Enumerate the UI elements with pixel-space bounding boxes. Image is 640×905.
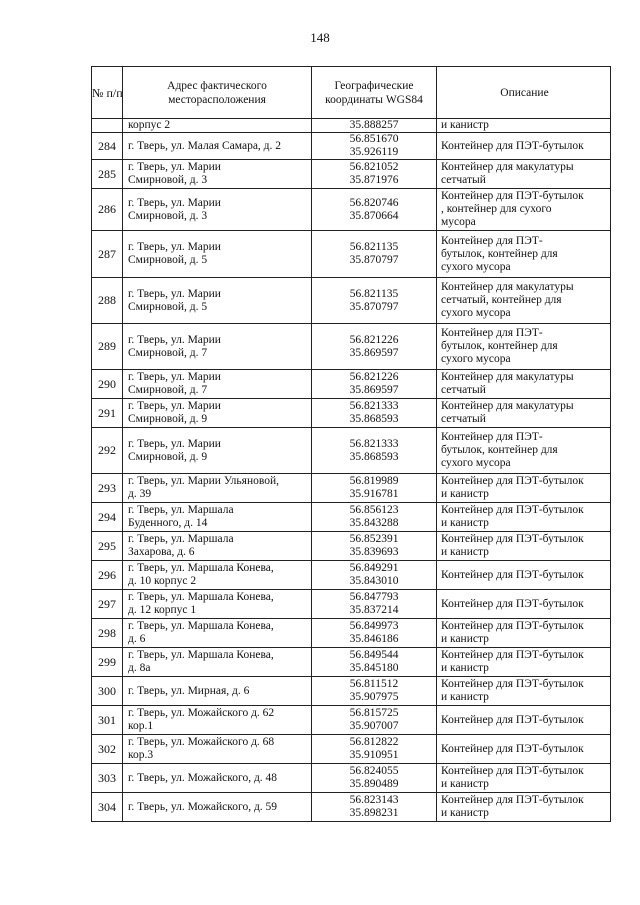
table-row [92, 561, 611, 590]
table-row [92, 764, 611, 793]
address-line: кор.1 [128, 720, 154, 732]
row-number-cell [92, 561, 123, 590]
latitude: 56.811512 [349, 678, 399, 690]
description-cell [437, 590, 611, 619]
address-line: г. Тверь, ул. Мирная, д. 6 [128, 684, 250, 697]
row-number: 285 [98, 166, 116, 181]
address-line: г. Тверь, ул. Можайского д. 62 [128, 707, 275, 719]
description-line: сетчатый [441, 413, 486, 425]
description-cell [437, 278, 611, 324]
description-line: бутылок, контейнер для [441, 340, 558, 352]
header-address-label: Адрес фактического месторасположения [167, 79, 267, 106]
latitude: 56.823143 [349, 794, 399, 806]
row-number-cell [92, 793, 123, 822]
latitude: 56.852391 [349, 533, 399, 545]
latitude: 56.856123 [349, 504, 399, 516]
description-cell [437, 648, 611, 677]
description-line: сухого мусора [441, 307, 511, 319]
address-line: г. Тверь, ул. Марии [128, 161, 221, 173]
address-line: Захарова, д. 6 [128, 546, 195, 558]
address-cell [123, 706, 312, 735]
table-row [92, 231, 611, 278]
coordinates-cell [312, 160, 437, 189]
latitude: 56.849544 [349, 649, 399, 661]
address-line: г. Тверь, ул. Маршала [128, 533, 234, 545]
description-line: Контейнер для ПЭТ-бутылок [441, 504, 584, 516]
longitude: 35.868593 [349, 413, 399, 425]
description-line: и канистр [441, 691, 489, 703]
description-line: сетчатый [441, 384, 486, 396]
address-line: Буденного, д. 14 [128, 517, 208, 529]
latitude: 56.815725 [349, 707, 399, 719]
description-cell [437, 735, 611, 764]
table-row [92, 428, 611, 474]
table-row [92, 399, 611, 428]
description-line: , контейнер для сухого [441, 203, 552, 215]
longitude: 35.890489 [349, 778, 399, 790]
longitude: 35.868593 [349, 450, 399, 463]
longitude: 35.869597 [349, 346, 399, 359]
coordinates-cell [312, 532, 437, 561]
description-cell [437, 561, 611, 590]
row-number-cell [92, 706, 123, 735]
row-number-cell [92, 231, 123, 278]
address-cell [123, 648, 312, 677]
table-body [92, 119, 611, 822]
description-line: Контейнер для ПЭТ- [441, 327, 543, 339]
address-line: г. Тверь, ул. Малая Самара, д. 2 [128, 139, 282, 152]
table-row [92, 278, 611, 324]
coordinates-cell [312, 648, 437, 677]
row-number: 298 [98, 625, 116, 640]
address-line: г. Тверь, ул. Марии [128, 241, 221, 253]
row-number-cell [92, 677, 123, 706]
address-cell [123, 503, 312, 532]
address-line: Смирновой, д. 5 [128, 300, 208, 313]
table-row [92, 706, 611, 735]
row-number-cell [92, 590, 123, 619]
longitude: 35.916781 [349, 488, 399, 500]
description-cell [437, 370, 611, 399]
row-number: 290 [98, 376, 116, 391]
description-line: сухого мусора [441, 260, 511, 273]
description-line: и канистр [441, 807, 489, 819]
address-cell [123, 370, 312, 399]
row-number: 304 [98, 799, 116, 814]
description-cell [437, 793, 611, 822]
coordinates-cell [312, 793, 437, 822]
address-cell [123, 619, 312, 648]
address-line: г. Тверь, ул. Маршала [128, 504, 234, 516]
description-line: и канистр [441, 778, 489, 790]
coordinates-cell [312, 474, 437, 503]
longitude: 35.926119 [349, 146, 399, 158]
address-cell [123, 119, 312, 133]
longitude: 35.888257 [349, 119, 399, 131]
coordinates-cell [312, 278, 437, 324]
address-cell [123, 677, 312, 706]
description-line: и канистр [441, 546, 489, 558]
address-line: г. Тверь, ул. Марии [128, 287, 221, 300]
latitude: 56.849973 [349, 620, 399, 632]
row-number-cell [92, 532, 123, 561]
row-number-cell [92, 399, 123, 428]
table-row [92, 793, 611, 822]
longitude: 35.870664 [349, 209, 399, 222]
header-description [437, 67, 611, 119]
latitude: 56.849291 [349, 562, 399, 574]
address-cell [123, 793, 312, 822]
longitude: 35.837214 [349, 604, 399, 616]
row-number-cell [92, 474, 123, 503]
coordinates-cell [312, 764, 437, 793]
latitude: 56.821135 [349, 287, 399, 300]
table-header-row [92, 67, 611, 119]
description-line: и канистр [441, 662, 489, 674]
description-line: бутылок, контейнер для [441, 444, 558, 456]
address-line: г. Тверь, ул. Марии [128, 400, 221, 412]
coordinates-cell [312, 503, 437, 532]
row-number: 293 [98, 480, 116, 495]
address-line: д. 12 корпус 1 [128, 604, 197, 616]
latitude: 56.821052 [349, 161, 399, 173]
address-line: Смирновой, д. 7 [128, 346, 208, 359]
description-line: Контейнер для ПЭТ-бутылок [441, 533, 584, 545]
latitude: 56.821135 [349, 241, 399, 253]
row-number-cell [92, 278, 123, 324]
longitude: 35.907007 [349, 720, 399, 732]
description-line: и канистр [441, 517, 489, 529]
coordinates-cell [312, 619, 437, 648]
description-line: Контейнер для ПЭТ- [441, 431, 543, 443]
longitude: 35.898231 [349, 807, 399, 819]
description-line: Контейнер для ПЭТ-бутылок [441, 568, 584, 581]
row-number-cell [92, 160, 123, 189]
coordinates-cell [312, 735, 437, 764]
row-number: 287 [98, 246, 116, 261]
address-line: г. Тверь, ул. Марии Ульяновой, [128, 475, 279, 487]
table-row [92, 590, 611, 619]
table-row [92, 119, 611, 133]
description-line: Контейнер для ПЭТ-бутылок [441, 794, 584, 806]
address-line: Смирновой, д. 3 [128, 209, 208, 222]
address-cell [123, 764, 312, 793]
longitude: 35.870797 [349, 300, 399, 313]
address-line: г. Тверь, ул. Можайского, д. 48 [128, 771, 278, 784]
coordinates-cell [312, 677, 437, 706]
latitude: 56.821226 [349, 371, 399, 383]
description-line: Контейнер для макулатуры [441, 371, 574, 383]
address-line: г. Тверь, ул. Можайского д. 68 [128, 736, 275, 748]
coordinates-cell [312, 189, 437, 231]
description-line: Контейнер для макулатуры [441, 400, 574, 412]
coordinates-cell [312, 370, 437, 399]
address-line: г. Тверь, ул. Маршала Конева, [128, 591, 274, 603]
description-line: Контейнер для ПЭТ-бутылок [441, 620, 584, 632]
table-row [92, 133, 611, 160]
table-row [92, 619, 611, 648]
coordinates-cell [312, 119, 437, 133]
coordinates-cell [312, 428, 437, 474]
description-line: сухого мусора [441, 353, 511, 365]
description-line: сетчатый, контейнер для [441, 294, 562, 306]
description-line: Контейнер для ПЭТ-бутылок [441, 597, 584, 610]
table-row [92, 370, 611, 399]
row-number-cell [92, 370, 123, 399]
table-row [92, 160, 611, 189]
address-line: г. Тверь, ул. Можайского, д. 59 [128, 800, 278, 813]
row-number-cell [92, 648, 123, 677]
page-number: 148 [310, 30, 330, 45]
address-line: д. 10 корпус 2 [128, 575, 197, 587]
table-row [92, 648, 611, 677]
address-cell [123, 399, 312, 428]
header-num [92, 67, 123, 119]
address-cell [123, 278, 312, 324]
row-number: 294 [98, 509, 116, 524]
row-number: 302 [98, 741, 116, 756]
address-line: Смирновой, д. 7 [128, 384, 208, 396]
address-line: г. Тверь, ул. Марии [128, 437, 221, 450]
latitude: 56.851670 [349, 133, 399, 145]
description-cell [437, 677, 611, 706]
longitude: 35.843010 [349, 575, 399, 587]
header-address [123, 67, 312, 119]
address-cell [123, 474, 312, 503]
row-number: 286 [98, 202, 116, 216]
longitude: 35.869597 [349, 384, 399, 396]
description-cell [437, 428, 611, 474]
address-line: корпус 2 [128, 119, 171, 131]
address-line: Смирновой, д. 5 [128, 254, 208, 266]
description-line: Контейнер для ПЭТ-бутылок [441, 678, 584, 690]
address-line: Смирновой, д. 9 [128, 413, 208, 425]
description-line: Контейнер для ПЭТ-бутылок [441, 475, 584, 487]
latitude: 56.820746 [349, 196, 399, 209]
row-number: 299 [98, 654, 116, 669]
address-cell [123, 590, 312, 619]
address-line: г. Тверь, ул. Маршала Конева, [128, 649, 274, 661]
address-line: г. Тверь, ул. Маршала Конева, [128, 562, 274, 574]
longitude: 35.870797 [349, 254, 399, 266]
address-line: г. Тверь, ул. Марии [128, 371, 221, 383]
table-row [92, 324, 611, 370]
description-line: и канистр [441, 633, 489, 645]
table-row [92, 503, 611, 532]
latitude: 56.824055 [349, 765, 399, 777]
address-cell [123, 561, 312, 590]
address-line: г. Тверь, ул. Марии [128, 196, 221, 209]
coordinates-cell [312, 399, 437, 428]
address-cell [123, 189, 312, 231]
header-description-label: Описание [500, 86, 549, 99]
coordinates-cell [312, 133, 437, 160]
description-line: Контейнер для ПЭТ-бутылок [441, 139, 584, 152]
latitude: 56.819989 [349, 475, 399, 487]
row-number-cell [92, 735, 123, 764]
row-number: 296 [98, 567, 116, 582]
description-line: Контейнер для ПЭТ- [441, 234, 543, 247]
longitude: 35.910951 [349, 749, 399, 761]
coordinates-cell [312, 590, 437, 619]
row-number: 292 [98, 443, 116, 457]
latitude: 56.812822 [349, 736, 399, 748]
row-number: 295 [98, 538, 116, 553]
address-cell [123, 532, 312, 561]
longitude: 35.845180 [349, 662, 399, 674]
row-number: 289 [98, 339, 116, 353]
longitude: 35.871976 [349, 174, 399, 186]
row-number: 288 [98, 293, 116, 307]
address-cell [123, 133, 312, 160]
description-cell [437, 706, 611, 735]
description-cell [437, 324, 611, 370]
coordinates-cell [312, 706, 437, 735]
row-number-cell [92, 428, 123, 474]
header-coords-label: Географические координаты WGS84 [325, 79, 423, 106]
row-number: 291 [98, 405, 116, 420]
row-number-cell [92, 189, 123, 231]
table-row [92, 735, 611, 764]
row-number-cell [92, 119, 123, 133]
description-line: Контейнер для макулатуры [441, 161, 574, 173]
container-table [91, 66, 611, 822]
row-number-cell [92, 764, 123, 793]
description-cell [437, 532, 611, 561]
address-cell [123, 160, 312, 189]
description-line: мусора [441, 216, 476, 228]
latitude: 56.821333 [349, 437, 399, 450]
description-cell [437, 474, 611, 503]
row-number: 303 [98, 770, 116, 785]
address-line: д. 6 [128, 633, 146, 645]
description-cell [437, 503, 611, 532]
table-row [92, 532, 611, 561]
description-cell [437, 189, 611, 231]
longitude: 35.846186 [349, 633, 399, 645]
coordinates-cell [312, 231, 437, 278]
row-number: 284 [98, 138, 116, 153]
description-cell [437, 399, 611, 428]
description-line: и канистр [441, 119, 489, 131]
description-line: Контейнер для макулатуры [441, 281, 574, 293]
row-number-cell [92, 133, 123, 160]
description-line: сетчатый [441, 174, 486, 186]
description-line: Контейнер для ПЭТ-бутылок [441, 742, 584, 755]
description-line: Контейнер для ПЭТ-бутылок [441, 649, 584, 661]
address-line: кор.3 [128, 749, 154, 761]
row-number: 300 [98, 683, 116, 698]
address-line: г. Тверь, ул. Марии [128, 333, 221, 346]
longitude: 35.843288 [349, 517, 399, 529]
longitude: 35.839693 [349, 546, 399, 558]
row-number-cell [92, 619, 123, 648]
description-cell [437, 231, 611, 278]
coordinates-cell [312, 324, 437, 370]
address-cell [123, 735, 312, 764]
latitude: 56.821226 [349, 333, 399, 346]
table-row [92, 189, 611, 231]
description-cell [437, 160, 611, 189]
address-cell [123, 324, 312, 370]
description-cell [437, 619, 611, 648]
address-line: Смирновой, д. 3 [128, 174, 208, 186]
latitude: 56.847793 [349, 591, 399, 603]
description-line: сухого мусора [441, 457, 511, 469]
row-number-cell [92, 324, 123, 370]
description-line: Контейнер для ПЭТ-бутылок [441, 190, 584, 202]
description-line: Контейнер для ПЭТ-бутылок [441, 713, 584, 726]
description-line: и канистр [441, 488, 489, 500]
row-number: 297 [98, 596, 116, 611]
longitude: 35.907975 [349, 691, 399, 703]
address-line: г. Тверь, ул. Маршала Конева, [128, 620, 274, 632]
description-cell [437, 119, 611, 133]
description-line: бутылок, контейнер для [441, 247, 558, 260]
table-row [92, 474, 611, 503]
address-line: д. 39 [128, 488, 152, 500]
header-coords [312, 67, 437, 119]
address-cell [123, 428, 312, 474]
coordinates-cell [312, 561, 437, 590]
row-number: 301 [98, 712, 116, 727]
address-line: д. 8а [128, 662, 151, 674]
description-cell [437, 764, 611, 793]
description-line: Контейнер для ПЭТ-бутылок [441, 765, 584, 777]
row-number-cell [92, 503, 123, 532]
table-row [92, 677, 611, 706]
header-num-label: № п/п [92, 85, 123, 100]
address-line: Смирновой, д. 9 [128, 450, 208, 463]
address-cell [123, 231, 312, 278]
description-cell [437, 133, 611, 160]
latitude: 56.821333 [349, 400, 399, 412]
